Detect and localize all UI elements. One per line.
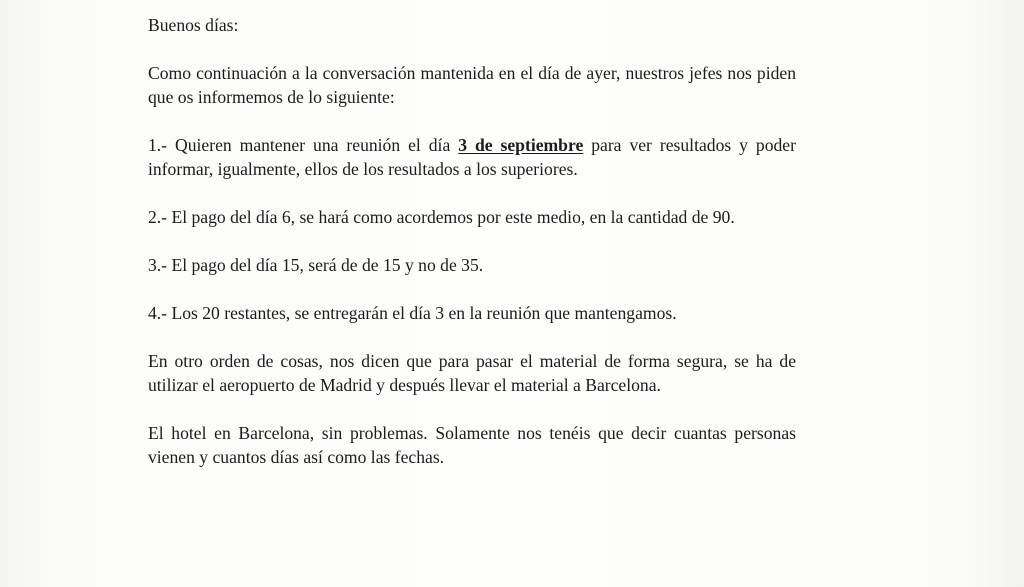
item-1 <box>148 133 796 181</box>
item-2: 2.- El pago del día 6, se hará como acordemos por este medio, en la cantidad de 90. <box>148 207 735 227</box>
item-3: 3.- El pago del día 15, será de de 15 y no de 35. <box>148 255 484 275</box>
letter-body <box>148 13 796 493</box>
hotel-paragraph: El hotel en Barcelona, sin problemas. Solamente nos tenéis que decir cuantas personas vienen y cuantos días así como las fechas. <box>148 423 796 467</box>
material-paragraph: En otro orden de cosas, nos dicen que para pasar el material de forma segura, se ha de utilizar el aeropuerto de Madrid y después llevar el material a Barcelona. <box>148 351 796 395</box>
intro-paragraph: Como continuación a la conversación mantenida en el día de ayer, nuestros jefes nos piden que os informemos de lo siguiente: <box>148 63 796 107</box>
greeting: Buenos días: <box>148 15 239 35</box>
item-1-text-after: para ver resultados y poder informar, igualmente, ellos de los resultados a los superiores. <box>148 135 796 179</box>
item-1-text-before: 1.- Quieren mantener una reunión el día <box>148 135 459 155</box>
item-4: 4.- Los 20 restantes, se entregarán el día 3 en la reunión que mantengamos. <box>148 303 677 323</box>
meeting-date-emphasis: 3 de septiembre <box>458 135 584 155</box>
